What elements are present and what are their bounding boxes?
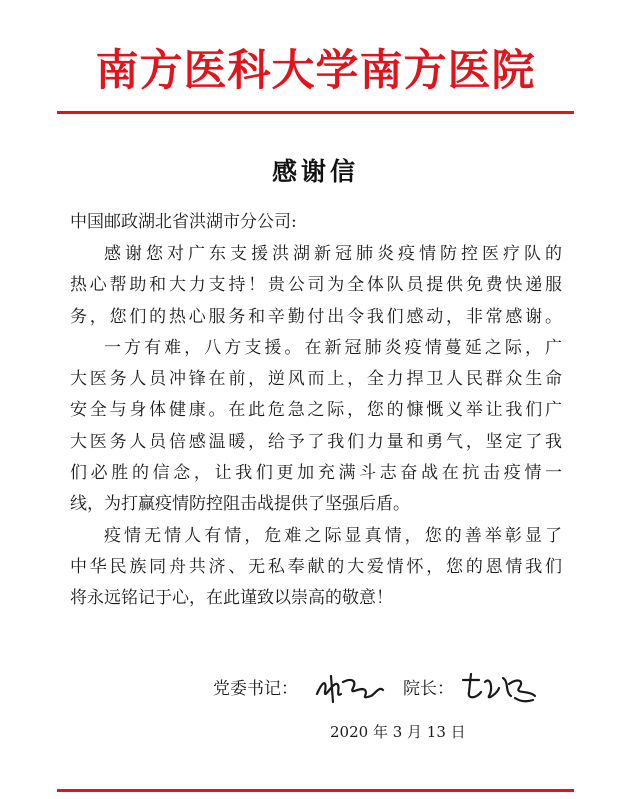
letterhead-divider — [57, 111, 574, 114]
body-line: 安全与身体健康。在此危急之际，您的慷慨义举让我们广 — [70, 400, 562, 421]
letter-date: 2020 年 3 月 13 日 — [330, 723, 466, 741]
body-line: 们必胜的信念，让我们更加充满斗志奋战在抗击疫情一 — [70, 463, 562, 484]
party-secretary-signature — [313, 672, 387, 706]
body-line: 一方有难，八方支援。在新冠肺炎疫情蔓延之际，广 — [104, 337, 562, 358]
body-line: 线，为打赢疫情防控阻击战提供了坚强后盾。 — [70, 494, 410, 515]
president-signature — [459, 672, 539, 706]
body-line: 大医务人员冲锋在前，逆风而上，全力捍卫人民群众生命 — [70, 369, 562, 390]
body-line: 大医务人员倍感温暖，给予了我们力量和勇气，坚定了我 — [70, 431, 562, 452]
letterhead-title: 南方医科大学南方医院 — [95, 46, 536, 96]
letter-body — [70, 239, 562, 615]
body-line: 热心帮助和大力支持！贵公司为全体队员提供免费快递服 — [70, 275, 562, 296]
party-secretary-label: 党委书记： — [213, 679, 298, 699]
letter-title: 感谢信 — [271, 157, 359, 186]
body-line: 疫情无情人有情，危难之际显真情，您的善举彰显了 — [104, 525, 562, 546]
body-line: 务，您们的热心服务和辛勤付出令我们感动，非常感谢。 — [70, 306, 562, 327]
president-label: 院长： — [403, 679, 454, 699]
footer-divider — [57, 789, 574, 792]
body-line: 中华民族同舟共济、无私奉献的大爱情怀，您的恩情我们 — [70, 556, 562, 577]
letter-salutation: 中国邮政湖北省洪湖市分公司: — [70, 212, 297, 232]
body-line: 感谢您对广东支援洪湖新冠肺炎疫情防控医疗队的 — [104, 244, 562, 264]
body-line: 将永远铭记于心，在此谨致以崇高的敬意！ — [70, 588, 393, 609]
